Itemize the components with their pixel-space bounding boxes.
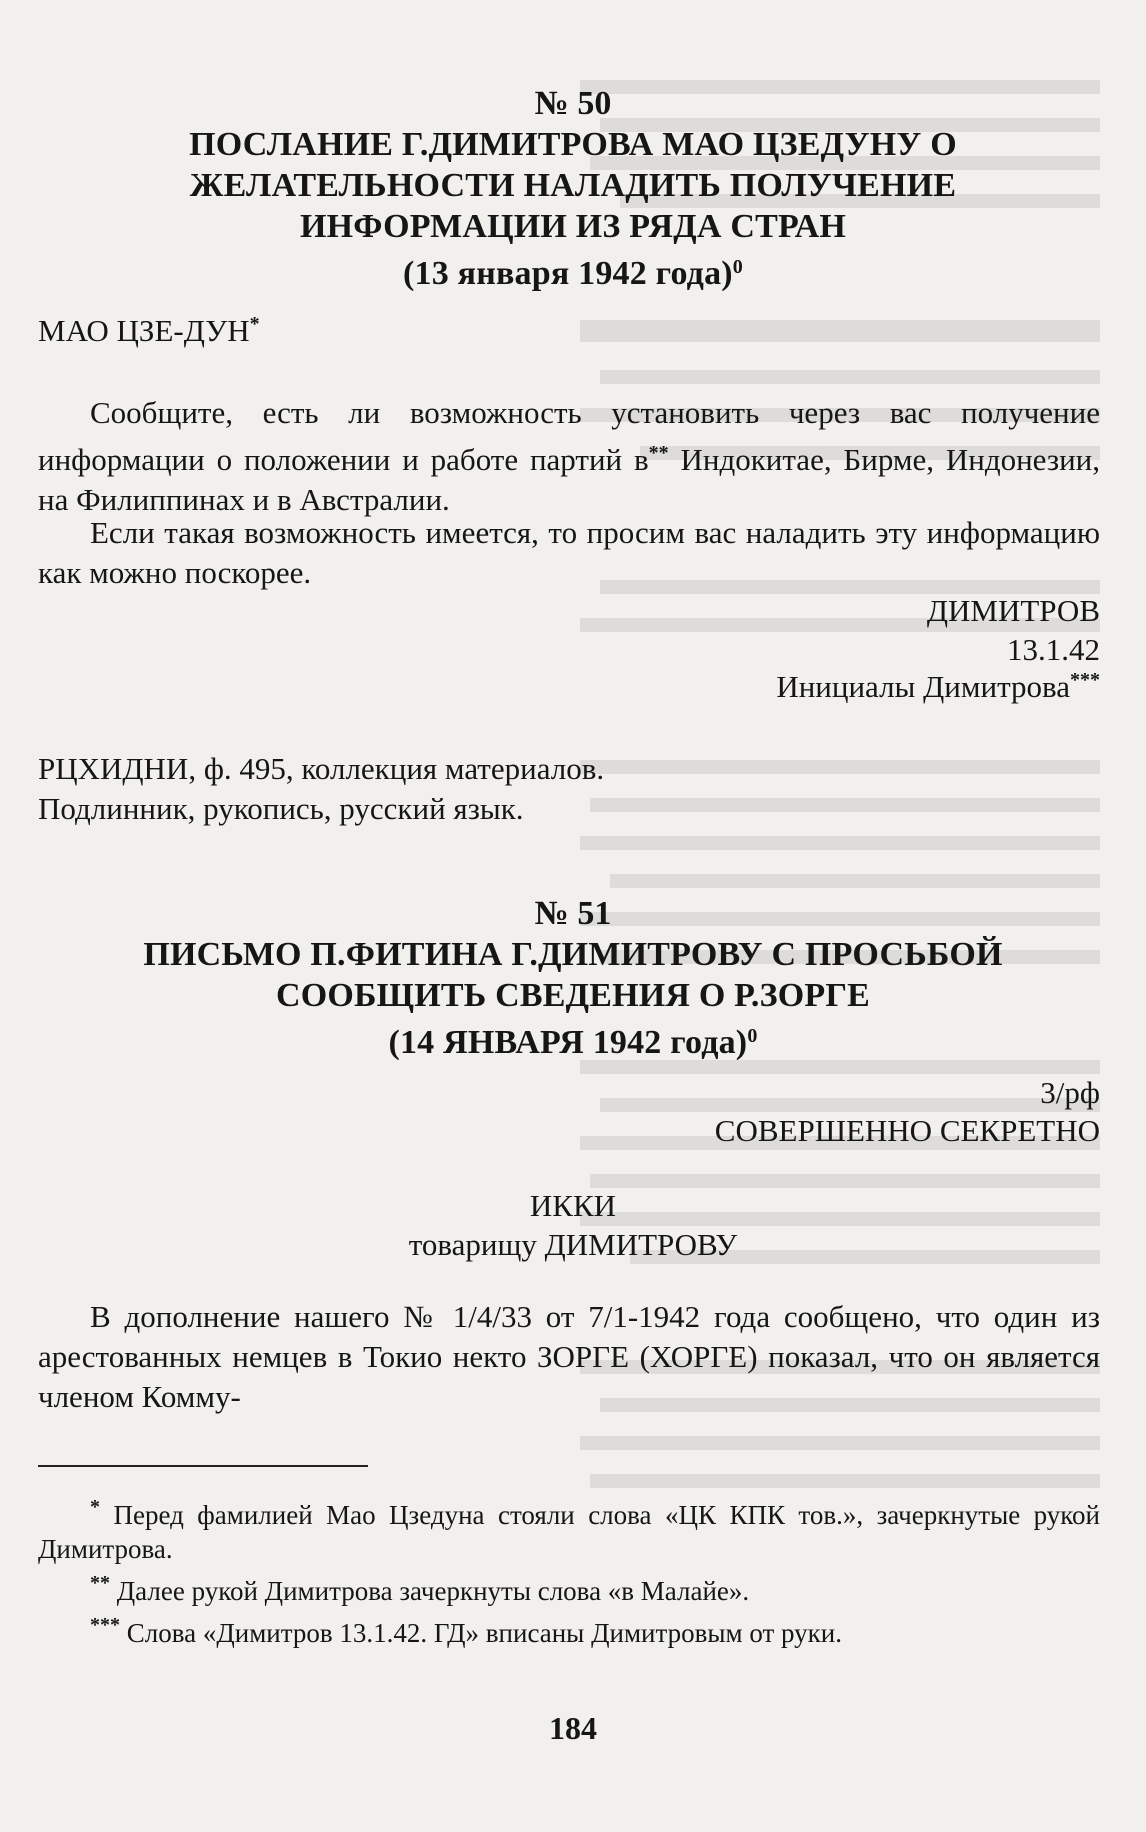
title-line: СООБЩИТЬ СВЕДЕНИЯ О Р.ЗОРГЕ [275, 977, 871, 1014]
source-line: РЦХИДНИ, ф. 495, коллекция материалов. [38, 751, 605, 786]
title-footnote-mark: 0 [732, 256, 743, 278]
title-footnote-mark: 0 [747, 1025, 758, 1047]
letter-paragraph: В дополнение нашего № 1/4/33 от 7/1-1942 года сообщено, что один из арестованных немцев в Токио некто ЗОРГЕ (ХОРГЕ) показал, что он является членом Комму- [38, 1299, 1100, 1414]
document-number: № 50 [534, 85, 612, 122]
reference-number: 3/рф [1040, 1075, 1100, 1110]
footnote-mark: *** [1070, 669, 1100, 691]
signature: ДИМИТРОВ [926, 593, 1100, 628]
footnote-mark: * [249, 313, 260, 335]
document-title [38, 934, 1108, 1063]
footnote: * Перед фамилией Мао Цзедуна стояли слова «ЦК КПК тов.», зачеркнутые рукой Димитрова. [38, 1496, 1101, 1564]
page-number: 184 [549, 1710, 597, 1746]
title-line: ПОСЛАНИЕ Г.ДИМИТРОВА МАО ЦЗЕДУНУ О [189, 126, 957, 163]
document-51 [38, 0, 1108, 1832]
footnotes [38, 1490, 1100, 1650]
title-date-line: (13 января 1942 года)$^0$ [402, 255, 743, 292]
footnote-mark: * [90, 1496, 100, 1518]
title-line: ИНФОРМАЦИИ ИЗ РЯДА СТРАН [300, 208, 846, 245]
title-date-line: (14 ЯНВАРЯ 1942 года)$^0$ [388, 1024, 758, 1061]
classification-stamp: СОВЕРШЕННО СЕКРЕТНО [714, 1113, 1100, 1148]
footnote-mark: ** [648, 442, 669, 464]
footnote: ** Далее рукой Димитрова зачеркнуты слова «в Малайе». [90, 1572, 750, 1606]
footnote-mark: ** [90, 1572, 110, 1594]
title-line: ПИСЬМО П.ФИТИНА Г.ДИМИТРОВУ С ПРОСЬБОЙ [143, 936, 1003, 973]
signature-date: 13.1.42 [1007, 632, 1100, 667]
source-line: Подлинник, рукопись, русский язык. [38, 791, 524, 826]
letter-paragraph: Сообщите, есть ли возможность установить через вас получение информации о положении и работе партий в** Индокитае, Бирме, Индонезии, на Филиппинах и в Австралии. [38, 395, 1100, 517]
recipient: товарищу ДИМИТРОВУ [408, 1227, 738, 1262]
title-line: ЖЕЛАТЕЛЬНОСТИ НАЛАДИТЬ ПОЛУЧЕНИЕ [189, 167, 957, 204]
footnote-mark: *** [90, 1614, 120, 1636]
letter-paragraph: Если такая возможность имеется, то просим вас наладить эту информацию как можно поскорее. [38, 515, 1100, 590]
addressee: МАО ЦЗЕ-ДУН* [38, 313, 260, 348]
recipient-organization: ИККИ [529, 1188, 617, 1223]
footnote: *** Слова «Димитров 13.1.42. ГД» вписаны Димитровым от руки. [90, 1614, 842, 1648]
footnote-divider [38, 1465, 368, 1467]
document-number: № 51 [534, 895, 612, 932]
initials-note: Инициалы Димитрова*** [776, 669, 1100, 704]
